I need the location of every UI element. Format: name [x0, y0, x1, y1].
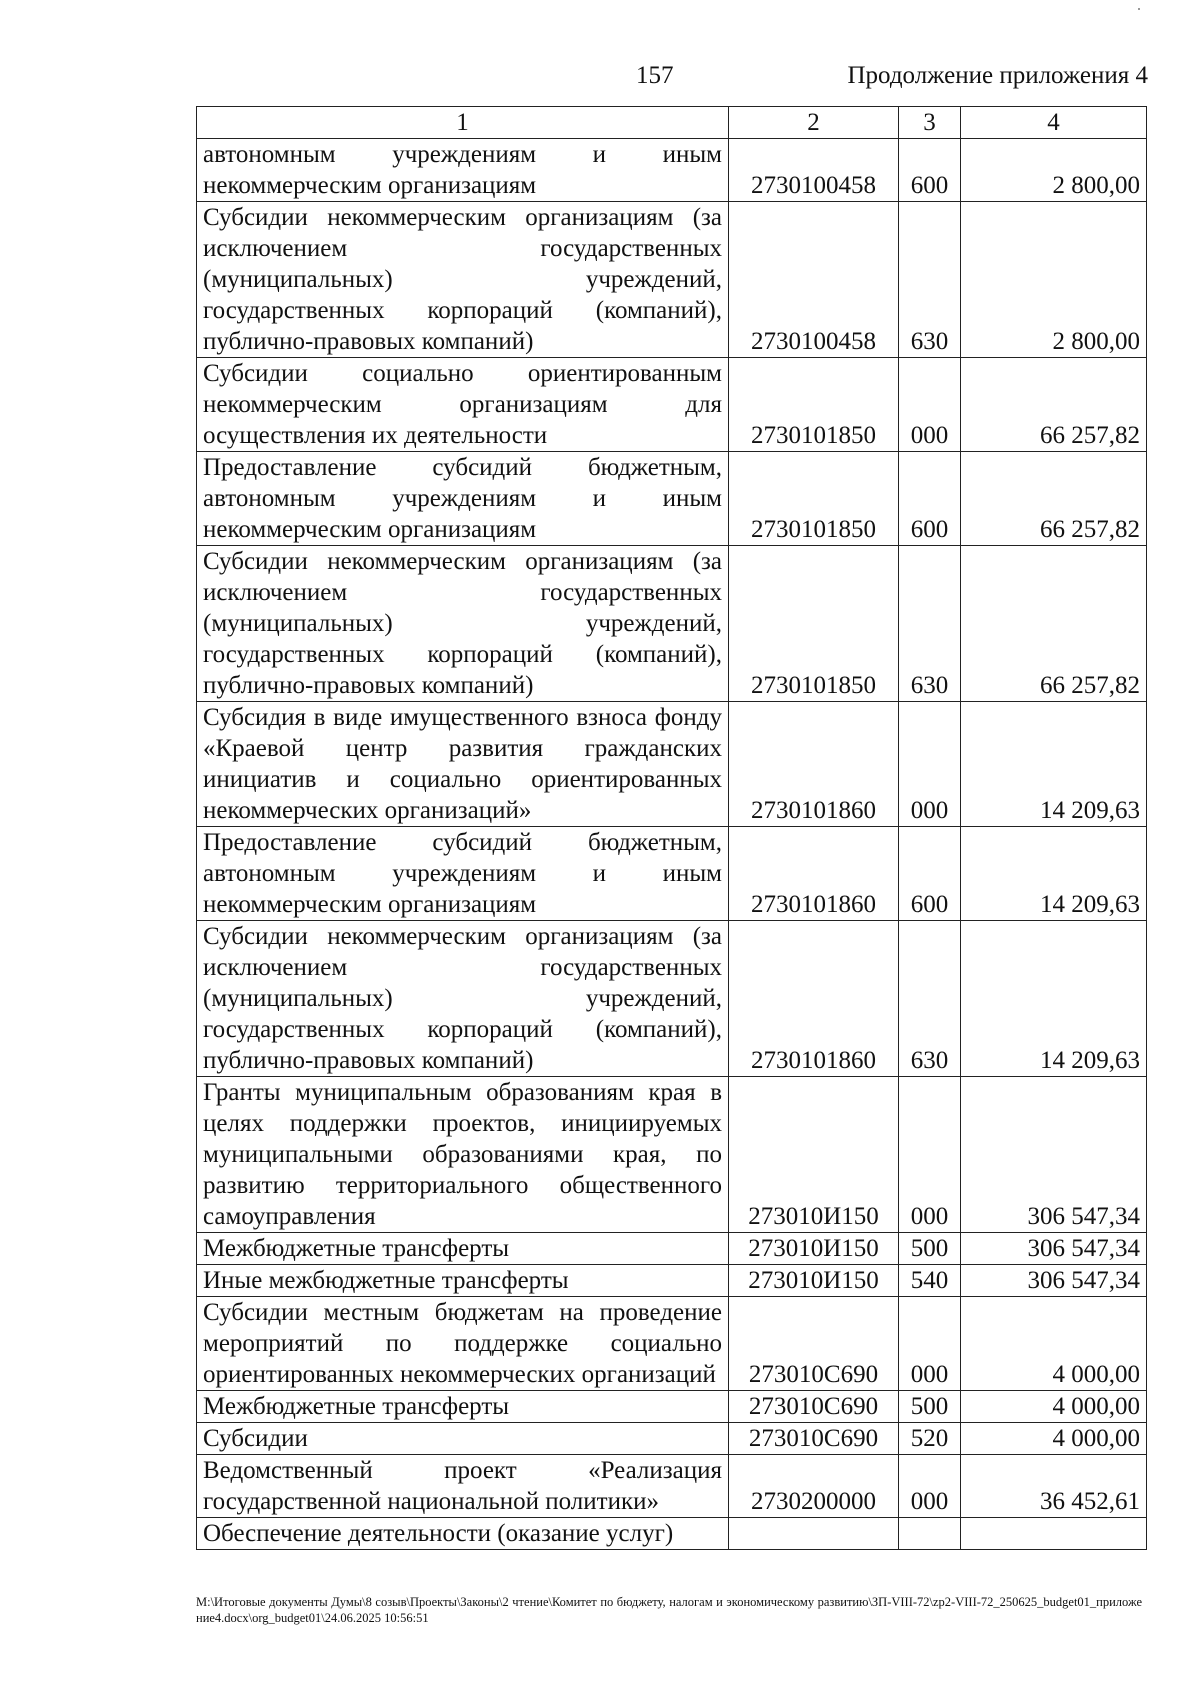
table-row [197, 921, 1147, 1077]
row-name: Ведомственный проект «Реализация государственной национальной политики» [197, 1455, 729, 1518]
row-amount: 2 800,00 [961, 202, 1147, 358]
row-kind: 000 [899, 358, 961, 452]
row-code: 273010С690 [729, 1297, 899, 1391]
row-kind: 540 [899, 1265, 961, 1297]
row-amount: 14 209,63 [961, 827, 1147, 921]
row-amount: 4 000,00 [961, 1297, 1147, 1391]
document-file-path: M:\Итоговые документы Думы\8 созыв\Проекты\Законы\2 чтение\Комитет по бюджету, налогам и экономическому развитию\ЗП-VIII-72\zp2-VIII-72_250625_budget01_приложение4.docx\org_budget01\24.06.2025 10:56:51 [196, 1595, 1142, 1625]
row-name: Субсидии некоммерческим организациям (за исключением государственных (муниципальных) учреждений, государственных корпораций (компаний), публично-правовых компаний) [197, 546, 729, 702]
table-row [197, 358, 1147, 452]
row-amount: 4 000,00 [961, 1391, 1147, 1423]
row-name: Предоставление субсидий бюджетным, автономным учреждениям и иным некоммерческим организациям [197, 827, 729, 921]
row-name: Предоставление субсидий бюджетным, автономным учреждениям и иным некоммерческим организациям [197, 452, 729, 546]
row-name: Субсидии местным бюджетам на проведение мероприятий по поддержке социально ориентированных некоммерческих организаций [197, 1297, 729, 1391]
table-row [197, 1077, 1147, 1233]
table-row [197, 139, 1147, 202]
table-row [197, 1391, 1147, 1423]
table-header-row [197, 107, 1147, 139]
row-name: Субсидии [197, 1423, 729, 1455]
row-kind: 500 [899, 1391, 961, 1423]
table-row [197, 1233, 1147, 1265]
row-code: 2730101860 [729, 702, 899, 827]
row-code: 2730101850 [729, 452, 899, 546]
table-row [197, 546, 1147, 702]
row-code [729, 1518, 899, 1550]
column-header-amount: 4 [961, 107, 1147, 139]
column-header-name: 1 [197, 107, 729, 139]
row-code: 273010С690 [729, 1423, 899, 1455]
row-kind: 000 [899, 1455, 961, 1518]
row-code: 2730101860 [729, 921, 899, 1077]
budget-table [196, 106, 1147, 1550]
row-kind: 500 [899, 1233, 961, 1265]
row-kind: 000 [899, 702, 961, 827]
table-row [197, 1455, 1147, 1518]
row-amount: 66 257,82 [961, 452, 1147, 546]
row-name: Межбюджетные трансферты [197, 1391, 729, 1423]
row-kind: 600 [899, 139, 961, 202]
table-row [197, 702, 1147, 827]
row-code: 273010И150 [729, 1077, 899, 1233]
row-kind: 630 [899, 921, 961, 1077]
row-name: Обеспечение деятельности (оказание услуг) [197, 1518, 729, 1550]
row-name: Субсидии некоммерческим организациям (за исключением государственных (муниципальных) учреждений, государственных корпораций (компаний), публично-правовых компаний) [197, 921, 729, 1077]
scan-mark [1138, 8, 1140, 10]
row-code: 2730101850 [729, 358, 899, 452]
row-name: Иные межбюджетные трансферты [197, 1265, 729, 1297]
row-amount: 14 209,63 [961, 702, 1147, 827]
table-row [197, 827, 1147, 921]
row-kind: 600 [899, 452, 961, 546]
row-code: 2730200000 [729, 1455, 899, 1518]
table-row [197, 1518, 1147, 1550]
row-amount: 2 800,00 [961, 139, 1147, 202]
row-amount: 4 000,00 [961, 1423, 1147, 1455]
row-code: 2730101860 [729, 827, 899, 921]
table-row [197, 1297, 1147, 1391]
column-header-kind: 3 [899, 107, 961, 139]
table-row [197, 1423, 1147, 1455]
row-code: 2730100458 [729, 202, 899, 358]
row-amount: 14 209,63 [961, 921, 1147, 1077]
appendix-continuation-label: Продолжение приложения 4 [847, 62, 1148, 89]
row-name: Гранты муниципальным образованиям края в целях поддержки проектов, инициируемых муниципальными образованиями края, по развитию территориального общественного самоуправления [197, 1077, 729, 1233]
row-kind: 630 [899, 202, 961, 358]
row-name: Субсидии некоммерческим организациям (за исключением государственных (муниципальных) учреждений, государственных корпораций (компаний), публично-правовых компаний) [197, 202, 729, 358]
table-row [197, 452, 1147, 546]
row-kind: 000 [899, 1297, 961, 1391]
row-name: Межбюджетные трансферты [197, 1233, 729, 1265]
column-header-code: 2 [729, 107, 899, 139]
row-name: автономным учреждениям и иным некоммерческим организациям [197, 139, 729, 202]
table-row [197, 1265, 1147, 1297]
row-amount: 306 547,34 [961, 1233, 1147, 1265]
row-amount [961, 1518, 1147, 1550]
row-kind [899, 1518, 961, 1550]
row-kind: 630 [899, 546, 961, 702]
row-amount: 66 257,82 [961, 358, 1147, 452]
row-name: Субсидия в виде имущественного взноса фонду «Краевой центр развития гражданских инициатив и социально ориентированных некоммерческих организаций» [197, 702, 729, 827]
row-amount: 306 547,34 [961, 1077, 1147, 1233]
row-kind: 000 [899, 1077, 961, 1233]
row-code: 273010И150 [729, 1233, 899, 1265]
row-kind: 520 [899, 1423, 961, 1455]
row-kind: 600 [899, 827, 961, 921]
row-code: 273010С690 [729, 1391, 899, 1423]
table-row [197, 202, 1147, 358]
row-code: 2730100458 [729, 139, 899, 202]
row-code: 273010И150 [729, 1265, 899, 1297]
row-amount: 306 547,34 [961, 1265, 1147, 1297]
row-code: 2730101850 [729, 546, 899, 702]
row-name: Субсидии социально ориентированным некоммерческим организациям для осуществления их деятельности [197, 358, 729, 452]
page-number: 157 [636, 62, 674, 89]
row-amount: 36 452,61 [961, 1455, 1147, 1518]
row-amount: 66 257,82 [961, 546, 1147, 702]
